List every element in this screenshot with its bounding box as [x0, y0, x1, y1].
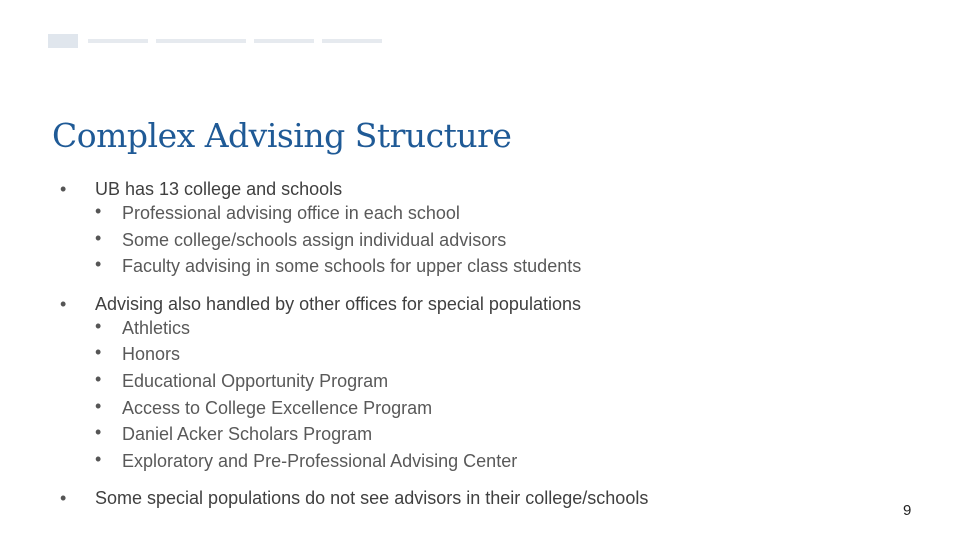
- sub-bullet-text: Access to College Excellence Program: [122, 397, 433, 418]
- sub-bullet-text: Educational Opportunity Program: [122, 370, 389, 391]
- sub-bullet-item: [95, 421, 860, 448]
- sub-bullet-text: Faculty advising in some schools for upper class students: [122, 256, 582, 277]
- sub-bullet-marker: •: [95, 227, 102, 248]
- sub-bullet-item: [95, 448, 860, 475]
- slide-title: Complex Advising Structure: [52, 116, 512, 155]
- sub-bullet-marker: •: [95, 368, 102, 389]
- sub-bullet-item: [95, 253, 860, 280]
- sub-bullet-item: [95, 395, 860, 422]
- sub-bullet-item: [95, 368, 860, 395]
- sub-bullet-text: Honors: [122, 344, 181, 365]
- bullet-list: [60, 178, 860, 509]
- sub-bullet-text: Athletics: [122, 317, 191, 338]
- bullet-text: Some special populations do not see advisors in their college/schools: [95, 488, 649, 509]
- sub-bullet-text: Professional advising office in each school: [122, 203, 460, 223]
- sub-bullet-marker: •: [95, 395, 102, 416]
- sub-bullet-text: Exploratory and Pre-Professional Advising Center: [122, 450, 518, 471]
- sub-bullet-marker: •: [95, 315, 102, 336]
- bullet-text: Advising also handled by other offices for special populations: [95, 293, 581, 314]
- bullet-marker: •: [60, 293, 67, 314]
- bullet-item: [60, 293, 860, 475]
- bullet-text: UB has 13 college and schools: [95, 179, 343, 199]
- sub-bullet-text: Daniel Acker Scholars Program: [122, 424, 373, 445]
- sub-bullet-marker: •: [95, 201, 102, 221]
- sub-bullet-item: [95, 341, 860, 368]
- page-number: 9: [903, 502, 912, 519]
- sub-bullet-marker: •: [95, 448, 102, 469]
- header-logo-strip: [48, 30, 388, 52]
- bullet-marker: •: [60, 179, 67, 199]
- sub-bullet-item: [95, 227, 860, 254]
- sub-bullet-marker: •: [95, 422, 102, 443]
- sub-bullet-item: [95, 315, 860, 342]
- sub-bullet-text: Some college/schools assign individual advisors: [122, 229, 507, 250]
- sub-bullet-item: [95, 200, 860, 227]
- sub-bullet-marker: •: [95, 342, 102, 363]
- bullet-item: [60, 178, 860, 280]
- sub-bullet-marker: •: [95, 254, 102, 275]
- bullet-item: [60, 487, 860, 509]
- bullet-marker: •: [60, 488, 67, 509]
